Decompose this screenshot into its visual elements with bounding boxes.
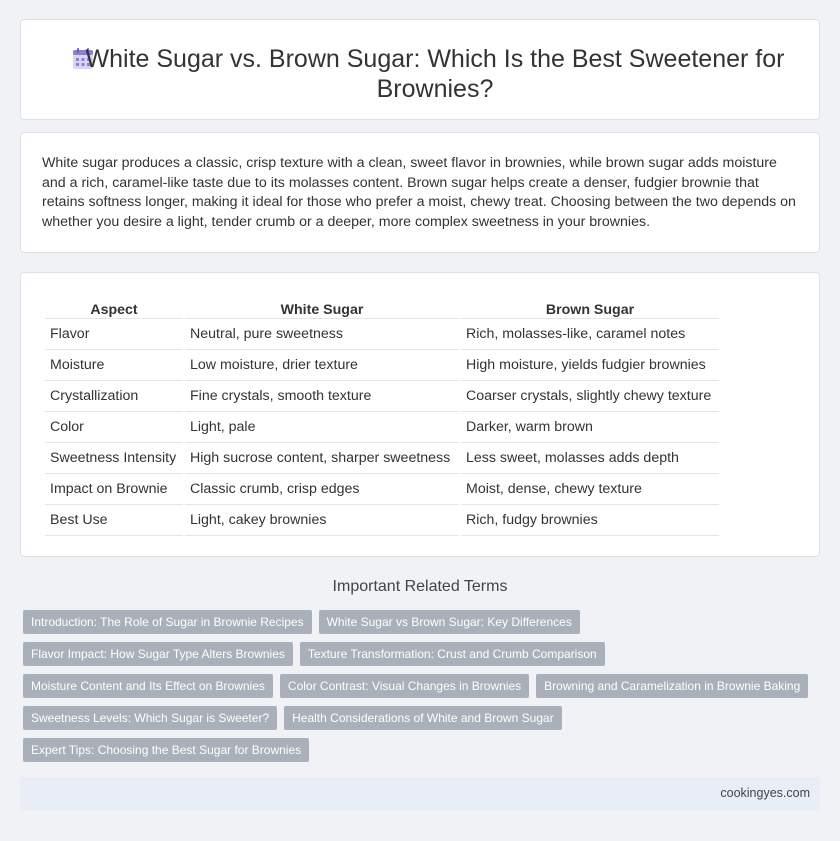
related-term-tag[interactable]: Expert Tips: Choosing the Best Sugar for Brownies — [23, 738, 309, 762]
tag-row — [23, 674, 823, 698]
table-cell: Best Use — [45, 505, 183, 536]
table-row — [45, 319, 719, 350]
related-term-tag[interactable]: Introduction: The Role of Sugar in Brownie Recipes — [23, 610, 312, 634]
tag-row — [23, 706, 823, 730]
table-cell: Moisture — [45, 350, 183, 381]
table-cell: Color — [45, 412, 183, 443]
footer-site-link[interactable]: cookingyes.com — [720, 786, 810, 800]
table-cell: Fine crystals, smooth texture — [185, 381, 459, 412]
table-cell: Impact on Brownie — [45, 474, 183, 505]
table-cell: Light, cakey brownies — [185, 505, 459, 536]
related-term-tag[interactable]: White Sugar vs Brown Sugar: Key Differences — [319, 610, 580, 634]
tag-row — [23, 610, 823, 634]
table-header-row — [45, 295, 719, 319]
tag-row — [23, 642, 823, 666]
table-row — [45, 412, 719, 443]
table-cell: Coarser crystals, slightly chewy texture — [461, 381, 719, 412]
table-row — [45, 381, 719, 412]
table-cell: Sweetness Intensity — [45, 443, 183, 474]
intro-card — [20, 132, 820, 253]
related-term-tag[interactable]: Flavor Impact: How Sugar Type Alters Brownies — [23, 642, 293, 666]
table-cell: Darker, warm brown — [461, 412, 719, 443]
related-terms-heading: Important Related Terms — [332, 578, 508, 595]
table-cell: Rich, molasses-like, caramel notes — [461, 319, 719, 350]
related-term-tag[interactable]: Health Considerations of White and Brown Sugar — [284, 706, 561, 730]
column-header-brown-sugar: Brown Sugar — [461, 295, 719, 319]
column-header-white-sugar: White Sugar — [185, 295, 459, 319]
table-cell: Light, pale — [185, 412, 459, 443]
related-terms-list — [23, 610, 823, 770]
title-card — [20, 19, 820, 120]
table-row — [45, 443, 719, 474]
tag-row — [23, 738, 823, 762]
table-cell: Rich, fudgy brownies — [461, 505, 719, 536]
table-cell: Low moisture, drier texture — [185, 350, 459, 381]
column-header-aspect: Aspect — [45, 295, 183, 319]
table-cell: Moist, dense, chewy texture — [461, 474, 719, 505]
table-cell: Less sweet, molasses adds depth — [461, 443, 719, 474]
table-cell: High moisture, yields fudgier brownies — [461, 350, 719, 381]
related-term-tag[interactable]: Color Contrast: Visual Changes in Brownies — [280, 674, 529, 698]
table-cell: High sucrose content, sharper sweetness — [185, 443, 459, 474]
table-row — [45, 474, 719, 505]
related-term-tag[interactable]: Moisture Content and Its Effect on Brownies — [23, 674, 273, 698]
footer — [20, 777, 820, 810]
related-term-tag[interactable]: Sweetness Levels: Which Sugar is Sweeter? — [23, 706, 277, 730]
comparison-table — [43, 295, 721, 536]
table-row — [45, 350, 719, 381]
related-term-tag[interactable]: Browning and Caramelization in Brownie Baking — [536, 674, 808, 698]
intro-paragraph: White sugar produces a classic, crisp texture with a clean, sweet flavor in brownies, while brown sugar adds moisture and a rich, caramel-like taste due to its molasses content. Brown sugar helps create a denser, fudgier brownie that retains softness longer, making it ideal for those who prefer a moist, chewy treat. Choosing between the two depends on whether you desire a light, tender crumb or a deeper, more complex sweetness in your brownies. — [42, 155, 796, 231]
table-cell: Crystallization — [45, 381, 183, 412]
table-cell: Neutral, pure sweetness — [185, 319, 459, 350]
table-cell: Classic crumb, crisp edges — [185, 474, 459, 505]
comparison-card — [20, 272, 820, 557]
related-term-tag[interactable]: Texture Transformation: Crust and Crumb Comparison — [300, 642, 605, 666]
page-title: White Sugar vs. Brown Sugar: Which Is the Best Sweetener for Brownies? — [85, 45, 785, 103]
table-cell: Flavor — [45, 319, 183, 350]
table-row — [45, 505, 719, 536]
